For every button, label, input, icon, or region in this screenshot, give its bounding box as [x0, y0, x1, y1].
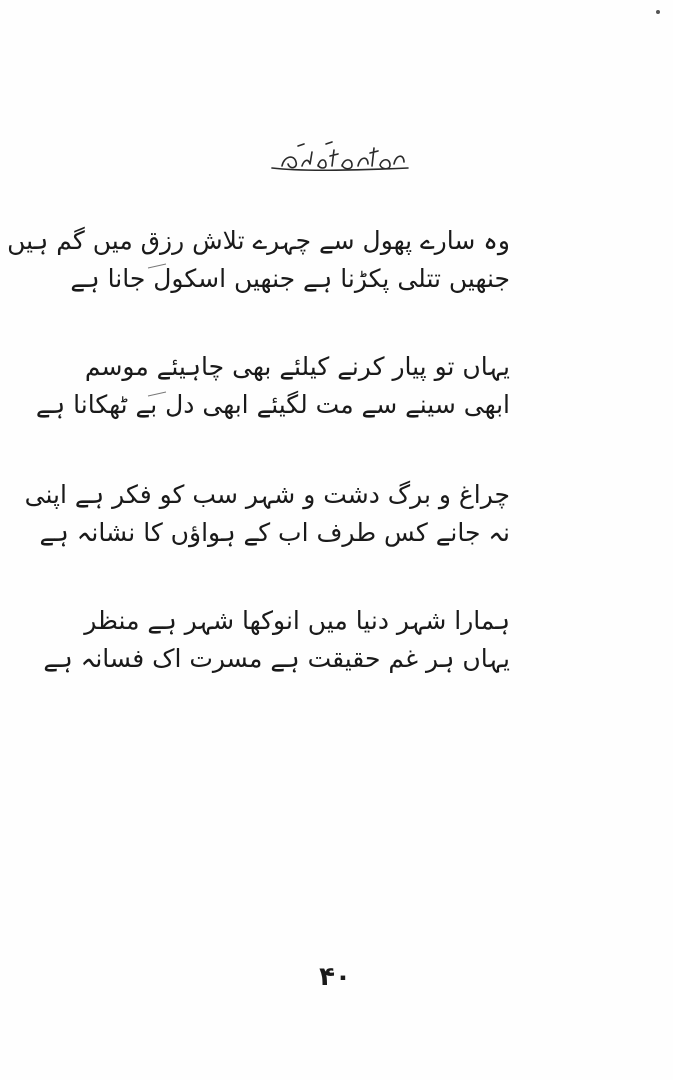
- verse-line: وہ سارے پھول سے چہرے تلاش رزق میں گم ہیں: [7, 226, 510, 255]
- calligraphic-heading-flourish-icon: [268, 138, 416, 184]
- verse-line: ہمارا شہر دنیا میں انوکھا شہر ہے منظر: [84, 606, 510, 635]
- stanza-2: [35, 348, 510, 424]
- page-number: ۴۰: [319, 962, 351, 992]
- corner-mark: [656, 10, 660, 14]
- stanza-4: [43, 602, 510, 678]
- verse-line: یہاں تو پیار کرنے کیلئے بھی چاہیئے موسم: [84, 352, 510, 381]
- stanza-3: [24, 476, 510, 552]
- margin-tick-mark: [146, 262, 170, 270]
- verse-line: چراغ و برگ دشت و شہر سب کو فکر ہے اپنی: [24, 480, 510, 509]
- verse-line: یہاں ہر غم حقیقت ہے مسرت اک فسانہ ہے: [43, 644, 510, 673]
- margin-tick-mark: [146, 390, 170, 398]
- verse-line: جنھیں تتلی پکڑنا ہے جنھیں اسکول جانا ہے: [70, 264, 510, 293]
- verse-line: ابھی سینے سے مت لگیئے ابھی دل بے ٹھکانا ہے: [35, 390, 510, 419]
- verse-line: نہ جانے کس طرف اب کے ہواؤں کا نشانہ ہے: [39, 518, 510, 547]
- stanza-1: [7, 222, 510, 298]
